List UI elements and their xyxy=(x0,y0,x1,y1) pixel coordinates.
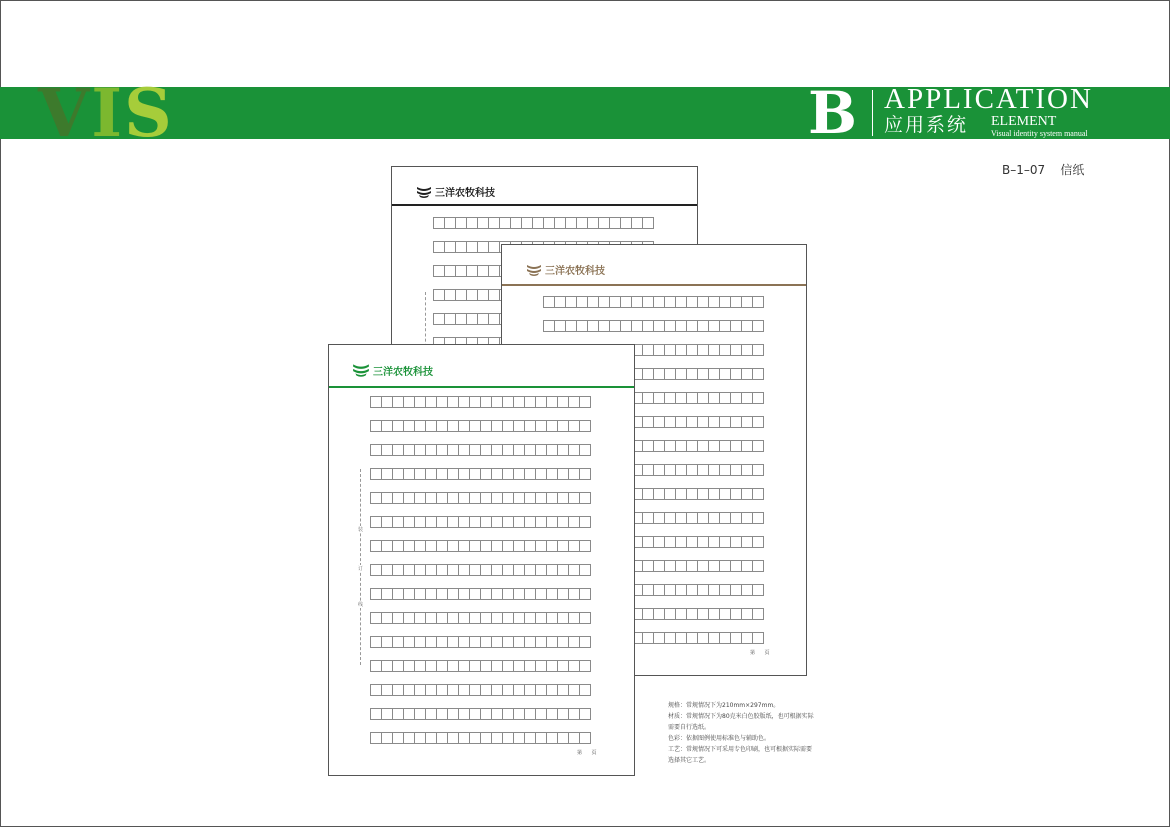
grid-cell xyxy=(579,684,591,696)
page-title: 信纸 xyxy=(1060,163,1085,177)
grid-row xyxy=(370,732,590,744)
grid-row xyxy=(370,396,590,408)
grid-cell xyxy=(579,708,591,720)
sheet-header-rule xyxy=(329,386,634,388)
grid-row xyxy=(433,217,653,229)
grid-cell xyxy=(579,732,591,744)
grid-cell xyxy=(752,416,764,428)
grid-cell xyxy=(579,444,591,456)
grid-cell xyxy=(579,516,591,528)
note-line: 工艺：常规情况下可采用专色印刷，也可根据实际需要 xyxy=(668,746,813,753)
note-line: 规格：常规情况下为210mm×297mm。 xyxy=(668,702,780,709)
grid-row xyxy=(370,684,590,696)
page-number-label: 第 页 xyxy=(750,650,770,656)
sheet-logo-text: 三洋农牧科技 xyxy=(373,366,433,378)
wheat-logo-icon xyxy=(416,185,432,199)
letterhead-sheet-green xyxy=(328,344,635,776)
grid-row xyxy=(370,516,590,528)
wheat-logo-icon xyxy=(526,263,542,277)
grid-row xyxy=(370,492,590,504)
grid-cell xyxy=(752,512,764,524)
vis-wordmark xyxy=(38,74,174,152)
grid-cell xyxy=(752,608,764,620)
grid-row xyxy=(370,708,590,720)
spec-notes xyxy=(668,700,858,766)
grid-row xyxy=(370,468,590,480)
grid-cell xyxy=(752,464,764,476)
grid-row xyxy=(370,588,590,600)
grid-cell xyxy=(579,588,591,600)
grid-row xyxy=(370,444,590,456)
grid-cell xyxy=(752,488,764,500)
page-number-label: 第 页 xyxy=(577,750,597,756)
vis-letter-v: V xyxy=(38,74,92,152)
grid-cell xyxy=(752,392,764,404)
grid-cell xyxy=(579,468,591,480)
grid-cell xyxy=(752,536,764,548)
vis-letter-i: I xyxy=(91,74,125,152)
grid-cell xyxy=(752,296,764,308)
binding-char: 装 xyxy=(358,527,364,533)
note-line: 色彩：依据图例使用标准色与辅助色。 xyxy=(668,735,771,742)
section-letter: B xyxy=(808,79,858,147)
sheet-logo xyxy=(416,184,495,199)
page-code: B–1–07 xyxy=(1002,163,1046,177)
grid-cell xyxy=(752,320,764,332)
grid-cell xyxy=(579,396,591,408)
grid-cell xyxy=(579,612,591,624)
grid-cell xyxy=(752,584,764,596)
page-code-line xyxy=(1002,161,1084,178)
grid-row xyxy=(370,660,590,672)
note-line: 选择其它工艺。 xyxy=(668,757,711,764)
element-label: ELEMENT xyxy=(991,114,1057,129)
grid-cell xyxy=(752,560,764,572)
grid-cell xyxy=(579,540,591,552)
manual-label: Visual identity system manual xyxy=(991,129,1088,138)
application-cn-title: 应用系统 xyxy=(884,114,969,136)
binding-char: 订 xyxy=(358,566,364,572)
header-divider xyxy=(872,90,873,136)
grid-cell xyxy=(579,492,591,504)
vis-letter-s: S xyxy=(124,74,174,152)
sheet-logo xyxy=(352,362,433,378)
grid-cell xyxy=(579,564,591,576)
grid-cell xyxy=(752,632,764,644)
grid-cell xyxy=(579,660,591,672)
binding-char: 线 xyxy=(358,602,364,608)
grid-row xyxy=(543,320,763,332)
grid-row xyxy=(370,420,590,432)
grid-cell xyxy=(579,420,591,432)
grid-cell xyxy=(752,344,764,356)
grid-row xyxy=(370,612,590,624)
grid-row xyxy=(370,564,590,576)
grid-row xyxy=(543,296,763,308)
sheet-logo-text: 三洋农牧科技 xyxy=(545,266,605,277)
sheet-logo xyxy=(526,262,605,277)
sheet-header-rule xyxy=(502,284,806,286)
wheat-logo-icon xyxy=(352,362,370,378)
application-title: APPLICATION xyxy=(884,83,1093,115)
sheet-header-rule xyxy=(392,204,697,206)
grid-cell xyxy=(642,217,654,229)
note-line: 材质：常规情况下为80克米白色胶版纸，也可根据实际 xyxy=(668,713,814,720)
grid-row xyxy=(370,540,590,552)
grid-cell xyxy=(752,368,764,380)
binding-line xyxy=(425,292,426,352)
note-line: 需要自行选纸。 xyxy=(668,724,711,731)
sheet-logo-text: 三洋农牧科技 xyxy=(435,188,495,199)
grid-cell xyxy=(579,636,591,648)
grid-cell xyxy=(752,440,764,452)
grid-row xyxy=(370,636,590,648)
